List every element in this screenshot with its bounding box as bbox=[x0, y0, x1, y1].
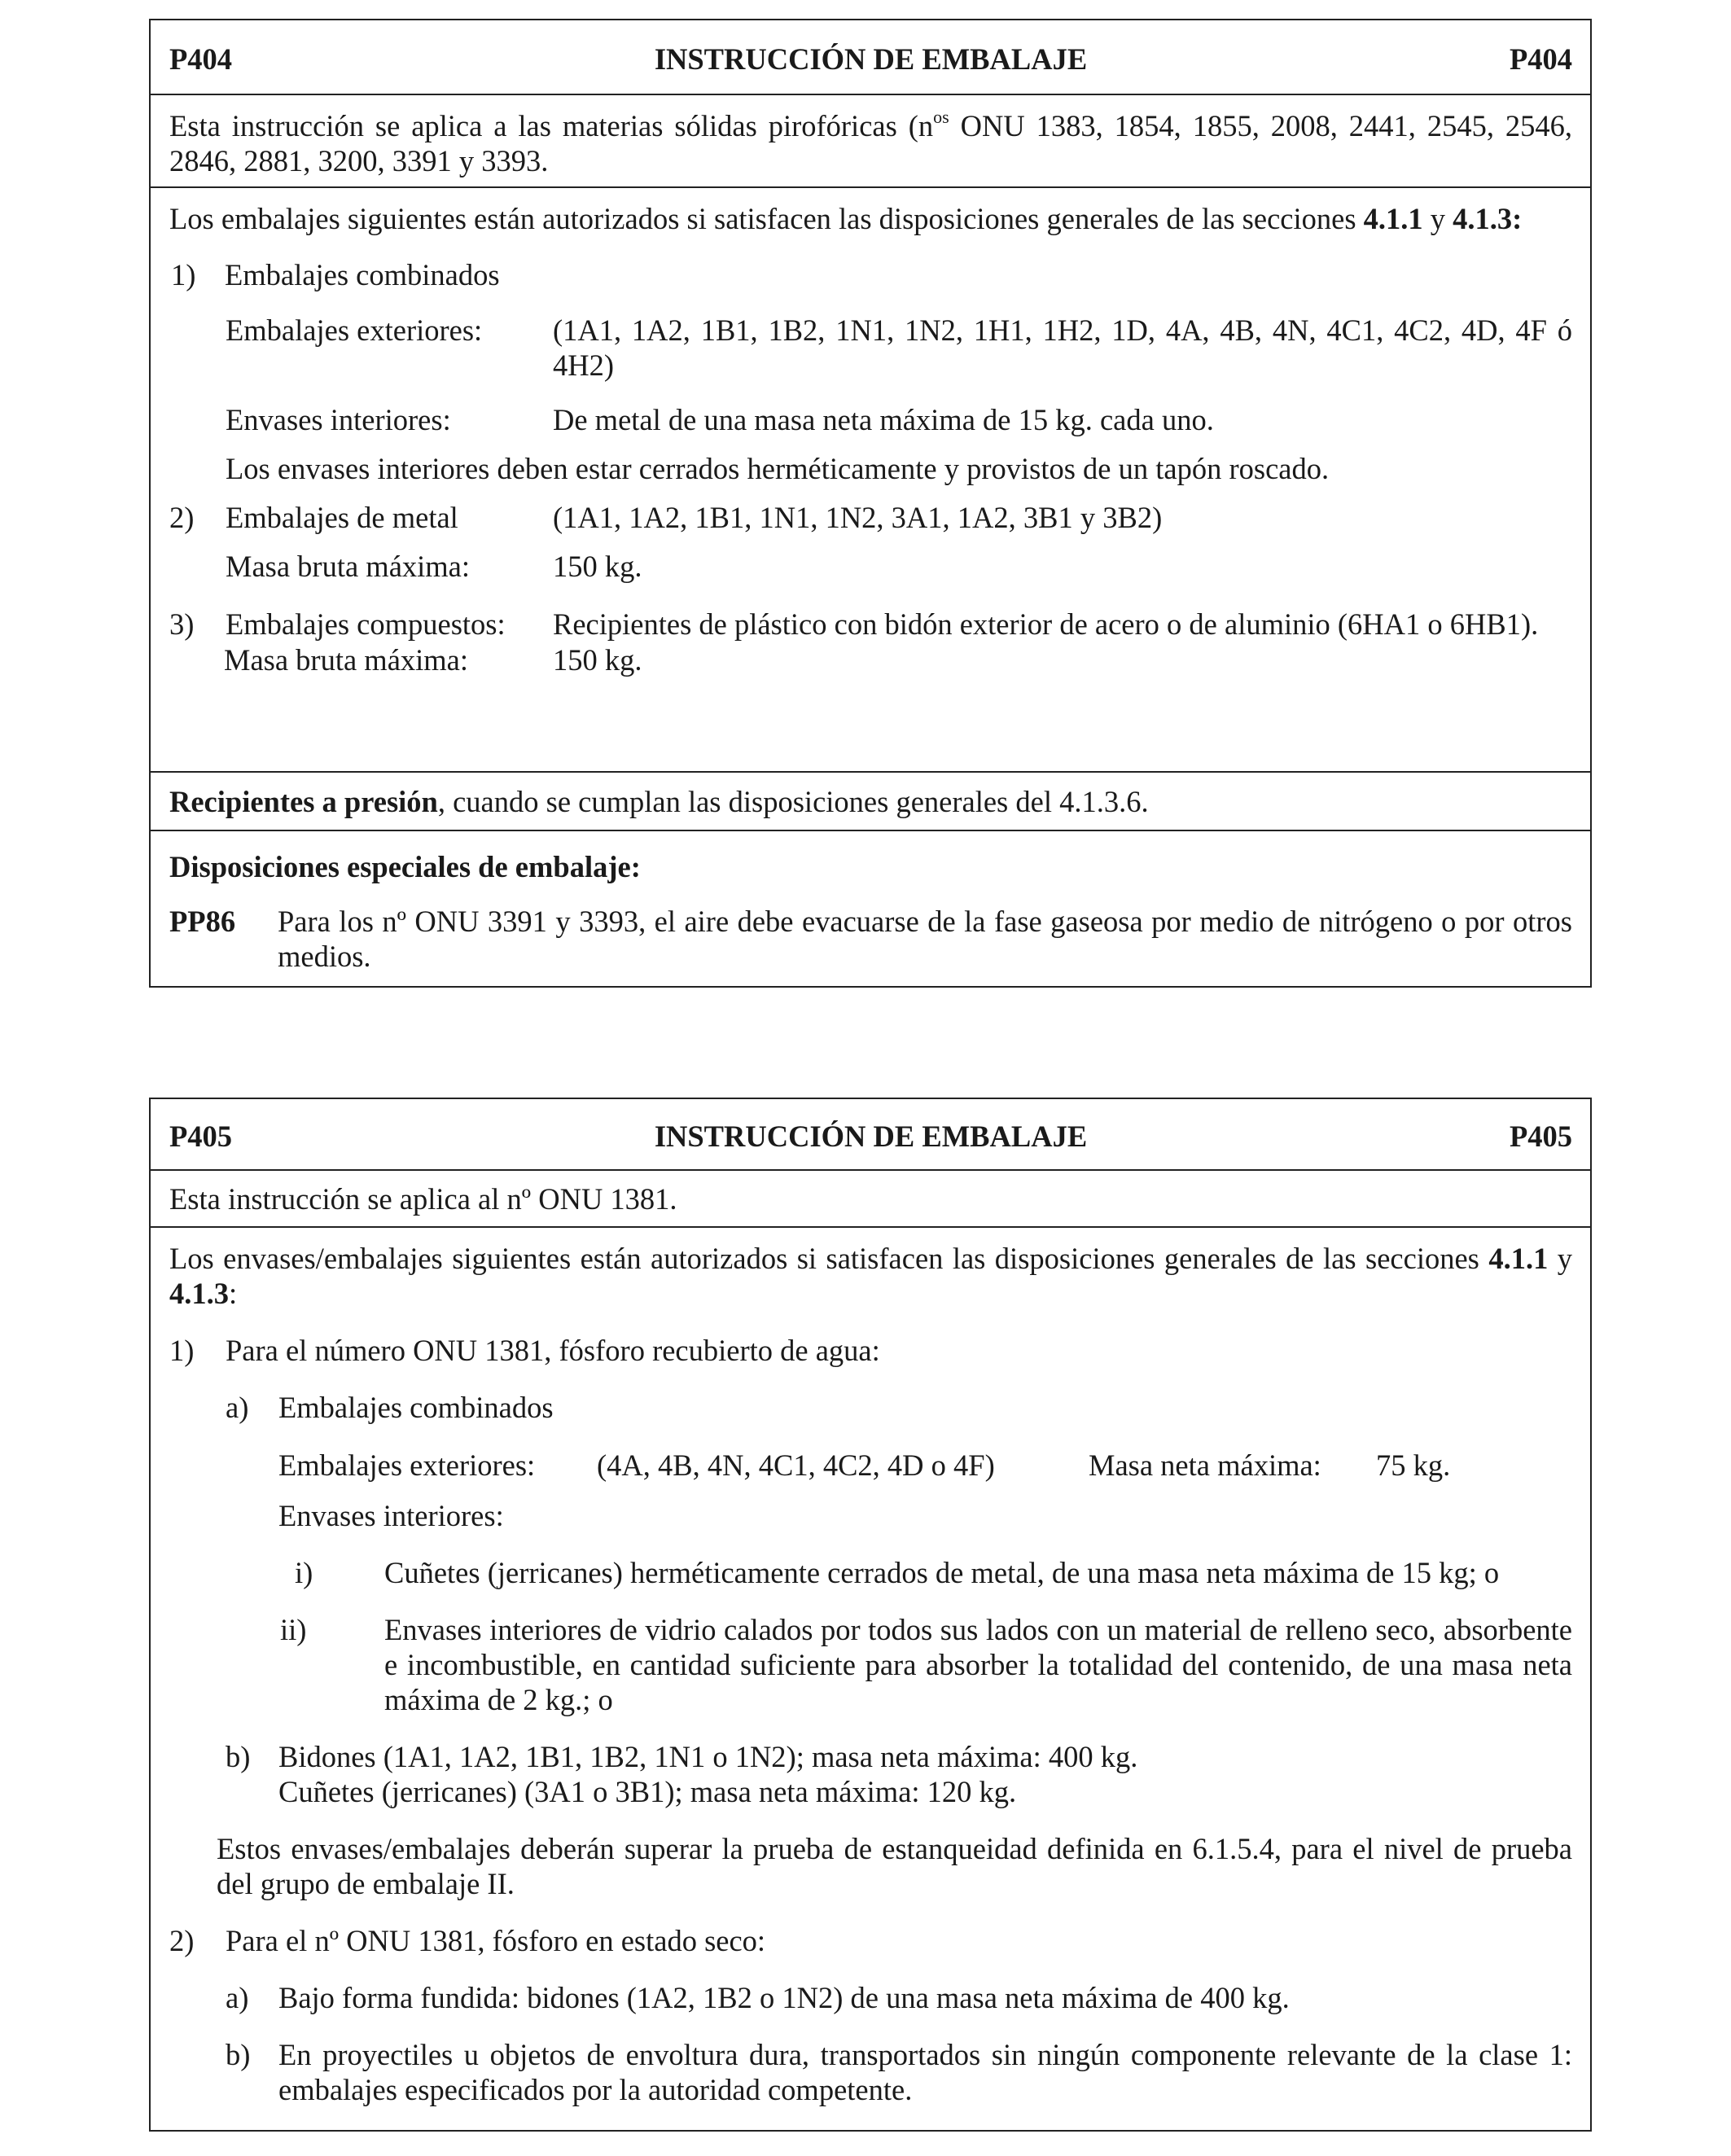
pressure-receptacles-label: Recipientes a presión bbox=[169, 785, 438, 818]
auth-conj: y bbox=[1548, 1242, 1572, 1275]
item-3 bbox=[169, 607, 1572, 642]
field-label: Envases interiores: bbox=[226, 403, 451, 436]
subitem-text: En proyectiles u objetos de envoltura dura, transportados sin ningún componente relevante de la clase 1: embalajes especificados por la autoridad competente. bbox=[278, 2038, 1572, 2106]
field-label: Embalajes exteriores: bbox=[226, 313, 483, 347]
field-value: (1A1, 1A2, 1B1, 1N1, 1N2, 3A1, 1A2, 3B1 y 3B2) bbox=[553, 501, 1163, 534]
section-ref: 4.1.1 bbox=[1363, 202, 1423, 235]
instruction-table-p404 bbox=[149, 19, 1592, 988]
field-value: (4A, 4B, 4N, 4C1, 4C2, 4D o 4F) bbox=[597, 1448, 995, 1482]
item-2 bbox=[169, 500, 1572, 535]
scope-superscript: os bbox=[933, 107, 949, 127]
field-value: 150 kg. bbox=[553, 643, 642, 677]
provision-text: Para los nº ONU 3391 y 3393, el aire debe evacuarse de la fase gaseosa por medio de nitrógeno o por otros medios. bbox=[278, 905, 1572, 973]
field-label: Masa bruta máxima: bbox=[226, 550, 471, 583]
field-label: Masa bruta máxima: bbox=[224, 643, 469, 677]
inner-note: Los envases interiores deben estar cerrados herméticamente y provistos de un tapón roscado. bbox=[226, 452, 1330, 485]
outer-packagings bbox=[169, 313, 1572, 383]
roman-numeral: ii) bbox=[280, 1613, 307, 1646]
subitem-line: Cuñetes (jerricanes) (3A1 o 3B1); masa neta máxima: 120 kg. bbox=[278, 1775, 1017, 1808]
auth-colon: : bbox=[229, 1277, 238, 1310]
item-2a bbox=[169, 1980, 1572, 2015]
scope-row: Esta instrucción se aplica al nº ONU 1381. bbox=[151, 1171, 1590, 1228]
option-text: Cuñetes (jerricanes) herméticamente cerrados de metal, de una masa neta máxima de 15 kg; o bbox=[384, 1556, 1500, 1589]
inner-option-i bbox=[169, 1555, 1572, 1590]
field-value: (1A1, 1A2, 1B1, 1B2, 1N1, 1N2, 1H1, 1H2, 1D, 4A, 4B, 4N, 4C1, 4C2, 4D, 4F ó 4H2) bbox=[553, 313, 1572, 382]
section-ref: 4.1.1 bbox=[1488, 1242, 1549, 1275]
packagings-row bbox=[151, 1228, 1590, 2130]
item-2 bbox=[169, 1923, 1572, 1958]
field-value: De metal de una masa neta máxima de 15 kg. cada uno. bbox=[553, 403, 1214, 436]
item-text: Para el número ONU 1381, fósforo recubierto de agua: bbox=[226, 1334, 880, 1367]
mass-label: Masa neta máxima: bbox=[1089, 1448, 1321, 1482]
table-title: INSTRUCCIÓN DE EMBALAJE bbox=[654, 42, 1088, 76]
item-number: 1) bbox=[171, 258, 196, 291]
auth-conj: y bbox=[1422, 202, 1453, 235]
scope-row bbox=[151, 95, 1590, 188]
field-label: Embalajes exteriores: bbox=[278, 1448, 536, 1482]
authorization-text bbox=[169, 201, 1572, 236]
scope-text: Esta instrucción se aplica a las materias sólidas pirofóricas (n bbox=[169, 109, 934, 142]
field-value: Recipientes de plástico con bidón exterior de acero o de aluminio (6HA1 o 6HB1). bbox=[553, 607, 1539, 641]
auth-text: Los envases/embalajes siguientes están autorizados si satisfacen las disposiciones generales de las secciones bbox=[169, 1242, 1489, 1275]
instruction-table-p405 bbox=[149, 1098, 1592, 2132]
item-number: 1) bbox=[169, 1334, 195, 1367]
subitem-line: Bidones (1A1, 1A2, 1B1, 1B2, 1N1 o 1N2); masa neta máxima: 400 kg. bbox=[278, 1740, 1138, 1773]
section-ref: 4.1.3 bbox=[169, 1277, 229, 1310]
code-right: P405 bbox=[1509, 1119, 1572, 1153]
inner-packagings bbox=[169, 402, 1572, 437]
packagings-row bbox=[151, 188, 1590, 773]
field-label: Embalajes de metal bbox=[226, 501, 458, 534]
subitem-letter: b) bbox=[226, 1740, 251, 1773]
item-number: 2) bbox=[169, 501, 195, 534]
pressure-receptacles-text: , cuando se cumplan las disposiciones generales del 4.1.3.6. bbox=[437, 785, 1149, 818]
subitem-text: Embalajes combinados bbox=[278, 1391, 554, 1424]
subitem-letter: a) bbox=[226, 1391, 249, 1424]
subitem-letter: b) bbox=[226, 2038, 251, 2071]
special-provisions-title: Disposiciones especiales de embalaje: bbox=[169, 850, 641, 883]
test-note: Estos envases/embalajes deberán superar la prueba de estanqueidad definida en 6.1.5.4, para el nivel de prueba del grupo de embalaje II. bbox=[217, 1832, 1572, 1900]
inner-option-ii bbox=[169, 1612, 1572, 1717]
header-row bbox=[151, 20, 1590, 95]
item-title: Embalajes combinados bbox=[225, 258, 500, 291]
field-label: Embalajes compuestos: bbox=[226, 607, 506, 641]
item-2-mass bbox=[169, 549, 1572, 584]
roman-numeral: i) bbox=[295, 1556, 313, 1589]
pressure-receptacles-row bbox=[151, 773, 1590, 831]
code-left: P405 bbox=[169, 1119, 233, 1153]
item-number: 3) bbox=[169, 607, 195, 641]
authorization-text bbox=[169, 1241, 1572, 1311]
field-value: 150 kg. bbox=[553, 550, 642, 583]
outer-packagings bbox=[169, 1448, 1572, 1483]
auth-text: Los embalajes siguientes están autorizados si satisfacen las disposiciones generales de las secciones bbox=[169, 202, 1364, 235]
item-number: 2) bbox=[169, 1924, 195, 1957]
code-right: P404 bbox=[1509, 42, 1572, 76]
item-1 bbox=[169, 257, 1572, 292]
item-1 bbox=[169, 1333, 1572, 1368]
header-row bbox=[151, 1099, 1590, 1171]
item-1b bbox=[169, 1739, 1572, 1809]
subitem-text: Bajo forma fundida: bidones (1A2, 1B2 o 1N2) de una masa neta máxima de 400 kg. bbox=[278, 1981, 1290, 2014]
item-text: Para el nº ONU 1381, fósforo en estado seco: bbox=[226, 1924, 766, 1957]
item-3-mass bbox=[169, 642, 1572, 677]
provision-code: PP86 bbox=[169, 905, 236, 938]
item-1a bbox=[169, 1390, 1572, 1425]
special-provisions-row bbox=[151, 831, 1590, 974]
inner-packagings-label: Envases interiores: bbox=[278, 1499, 504, 1532]
provision-pp86 bbox=[169, 904, 1572, 974]
table-title: INSTRUCCIÓN DE EMBALAJE bbox=[654, 1119, 1088, 1153]
option-text: Envases interiores de vidrio calados por todos sus lados con un material de relleno seco, absorbente e incombustible, en cantidad suficiente para absorber la totalidad del contenido, de una masa neta máxima de 2 kg.; o bbox=[384, 1613, 1572, 1716]
mass-value: 75 kg. bbox=[1376, 1448, 1451, 1482]
code-left: P404 bbox=[169, 42, 233, 76]
item-2b bbox=[169, 2037, 1572, 2107]
scope-text-rest: ONU 1383, 1854, 1855, 2008, 2441, 2545, 2546, 2846, 2881, 3200, 3391 y 3393. bbox=[169, 109, 1573, 177]
subitem-letter: a) bbox=[226, 1981, 249, 2014]
section-ref: 4.1.3: bbox=[1453, 202, 1523, 235]
